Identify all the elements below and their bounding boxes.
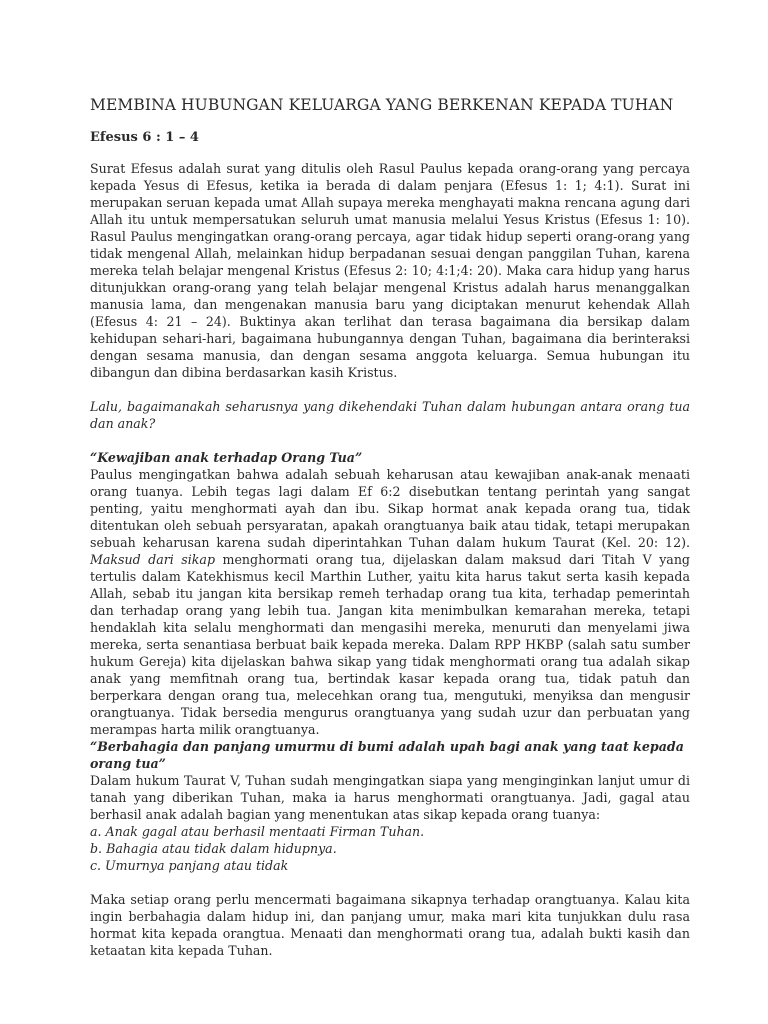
section1-body-after: menghormati orang tua, dijelaskan dalam maksud dari Titah V yang tertulis dalam Katekhismus kecil Marthin Luther, yaitu kita harus takut serta kasih kepada Allah, sebab itu jangan kita bersikap remeh terhadap orang tua kita, terhadap pemerintah dan terhadap orang yang lebih tua. Jangan kita menimbulkan kemarahan mereka, tetapi hendaklah kita selalu menghormati dan mengasihi mereka, menuruti dan menyelami jiwa mereka, serta senantiasa berbuat baik kepada mereka. Dalam RPP HKBP (salah satu sumber hukum Gereja) kita dijelaskan bahwa sikap yang tidak menghormati orang tua adalah sikap anak yang memfitnah orang tua, bertindak kasar kepada orang tua, tidak patuh dan berperkara dengan orang tua, melecehkan orang tua, mengutuki, menyiksa dan mengusir orangtuanya. Tidak bersedia mengurus orangtuanya yang sudah uzur dan perbuatan yang merampas harta milik orangtuanya. — [90, 552, 690, 737]
section1-body-italic: Maksud dari sikap — [90, 552, 216, 567]
question-paragraph: Lalu, bagaimanakah seharusnya yang dikehendaki Tuhan dalam hubungan antara orang tua dan anak? — [90, 399, 690, 431]
list-item: b. Bahagia atau tidak dalam hidupnya. — [90, 841, 337, 856]
list-item: c. Umurnya panjang atau tidak — [90, 858, 289, 873]
document-title: MEMBINA HUBUNGAN KELUARGA YANG BERKENAN KEPADA TUHAN — [90, 96, 674, 114]
intro-paragraph: Surat Efesus adalah surat yang ditulis oleh Rasul Paulus kepada orang-orang yang percaya kepada Yesus di Efesus, ketika ia berada di dalam penjara (Efesus 1: 1; 4:1). Surat ini merupakan seruan kepada umat Allah supaya mereka menghayati makna rencana agung dari Allah itu untuk mempersatukan seluruh umat manusia melalui Yesus Kristus (Efesus 1: 10). Rasul Paulus mengingatkan orang-orang percaya, agar tidak hidup seperti orang-orang yang tidak mengenal Allah, melainkan hidup berpadanan sesuai dengan panggilan Tuhan, karena mereka telah belajar mengenal Kristus (Efesus 2: 10; 4:1;4: 20). Maka cara hidup yang harus ditunjukkan orang-orang yang telah belajar mengenal Kristus adalah harus menanggalkan manusia lama, dan mengenakan manusia baru yang diciptakan menurut kehendak Allah (Efesus 4: 21 – 24). Buktinya akan terlihat dan terasa bagaimana dia bersikap dalam kehidupan sehari-hari, bagaimana hubungannya dengan Tuhan, bagaimana dia berinteraksi dengan sesama manusia, dan dengan sesama anggota keluarga. Semua hubungan itu dibangun dan dibina berdasarkan kasih Kristus. — [90, 161, 690, 380]
section1-body-before: Paulus mengingatkan bahwa adalah sebuah keharusan atau kewajiban anak-anak menaati orang tuanya. Lebih tegas lagi dalam Ef 6:2 disebutkan tentang perintah yang sangat penting, yaitu menghormati ayah dan ibu. Sikap hormat anak kepada orang tua, tidak ditentukan oleh sebuah persyaratan, apakah orangtuanya baik atau tidak, tetapi merupakan sebuah keharusan karena sudah diperintahkan Tuhan dalam hukum Taurat (Kel. 20: 12). — [90, 467, 690, 550]
scripture-reference: Efesus 6 : 1 – 4 — [90, 130, 199, 145]
section1-body — [90, 466, 690, 738]
closing-paragraph: Maka setiap orang perlu mencermati bagaimana sikapnya terhadap orangtuanya. Kalau kita ingin berbahagia dalam hidup ini, dan panjang umur, maka mari kita tunjukkan dulu rasa hormat kita kepada orangtua. Menaati dan menghormati orang tua, adalah bukti kasih dan ketaatan kita kepada Tuhan. — [90, 892, 690, 958]
section2-heading: “Berbahagia dan panjang umurmu di bumi adalah upah bagi anak yang taat kepada orang tua” — [90, 739, 684, 771]
list-item: a. Anak gagal atau berhasil mentaati Firman Tuhan. — [90, 824, 425, 839]
section1-heading: “Kewajiban anak terhadap Orang Tua” — [90, 450, 363, 465]
section2-body: Dalam hukum Taurat V, Tuhan sudah mengingatkan siapa yang menginginkan lanjut umur di tanah yang diberikan Tuhan, maka ia harus menghormati orangtuanya. Jadi, gagal atau berhasil anak adalah bagian yang menentukan atas sikap kepada orang tuanya: — [90, 773, 690, 822]
